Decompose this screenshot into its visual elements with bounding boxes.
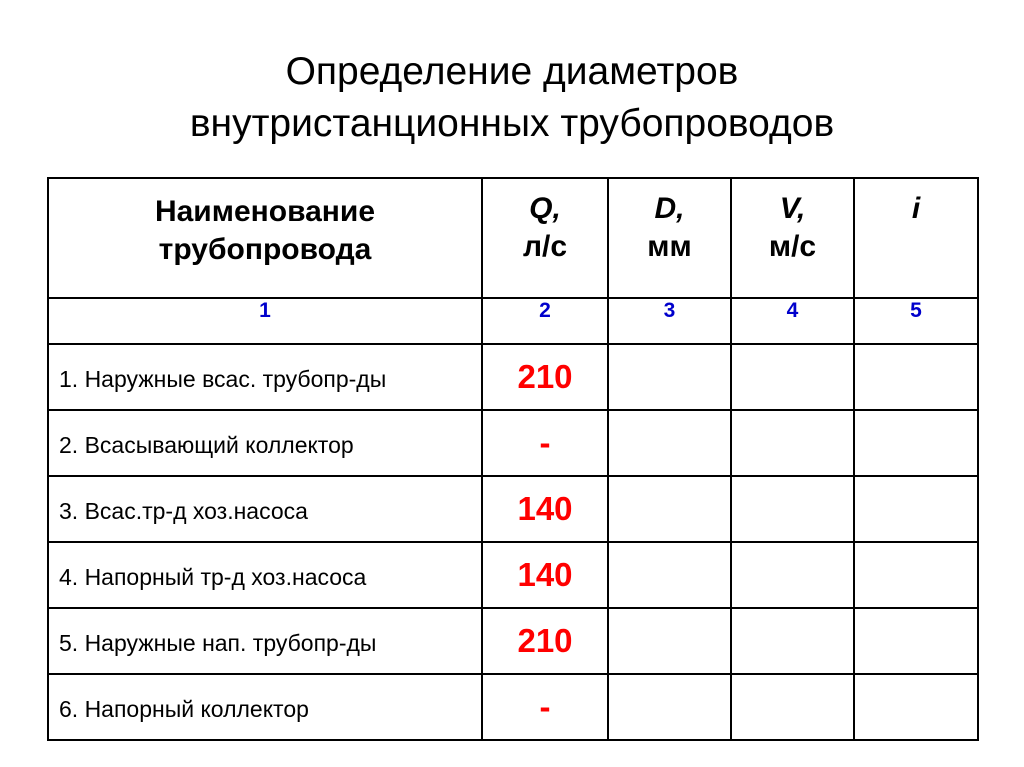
header-flow: [482, 178, 608, 298]
pipe-name-cell: 4. Напорный тр-д хоз.насоса: [48, 542, 482, 608]
table-row: [48, 344, 978, 410]
table-row: [48, 410, 978, 476]
flow-value-cell: 210: [482, 608, 608, 674]
header-diameter-symbol: D,: [654, 192, 685, 225]
velocity-cell: [731, 674, 854, 740]
header-velocity-symbol: V,: [779, 192, 806, 225]
slide-title-line-1: Определение диаметров: [285, 50, 739, 93]
velocity-cell: [731, 476, 854, 542]
flow-value-cell: 210: [482, 344, 608, 410]
slope-cell: [854, 608, 978, 674]
pipe-diameter-table: [47, 177, 979, 741]
flow-value-cell: -: [482, 410, 608, 476]
header-flow-unit: л/с: [522, 230, 568, 263]
slope-cell: [854, 476, 978, 542]
diameter-cell: [608, 344, 731, 410]
column-number-3: 3: [608, 298, 731, 344]
table-row: [48, 674, 978, 740]
header-diameter-unit: мм: [647, 230, 692, 263]
diameter-cell: [608, 476, 731, 542]
pipe-name-cell: 2. Всасывающий коллектор: [48, 410, 482, 476]
velocity-cell: [731, 608, 854, 674]
velocity-cell: [731, 344, 854, 410]
flow-value-cell: 140: [482, 476, 608, 542]
column-number-row: [48, 298, 978, 344]
diameter-cell: [608, 410, 731, 476]
header-velocity: [731, 178, 854, 298]
diameter-cell: [608, 542, 731, 608]
header-slope-symbol: i: [911, 192, 921, 225]
slope-cell: [854, 542, 978, 608]
flow-value-cell: -: [482, 674, 608, 740]
column-number-4: 4: [731, 298, 854, 344]
header-pipe-name-line-1: Наименование: [154, 195, 376, 228]
slope-cell: [854, 674, 978, 740]
column-number-1: 1: [48, 298, 482, 344]
header-slope: [854, 178, 978, 298]
pipe-name-cell: 1. Наружные всас. трубопр-ды: [48, 344, 482, 410]
header-flow-symbol: Q,: [529, 192, 561, 225]
column-number-2: 2: [482, 298, 608, 344]
header-velocity-unit: м/с: [768, 230, 817, 263]
slide-title: [0, 46, 1024, 150]
flow-value-cell: 140: [482, 542, 608, 608]
diameter-cell: [608, 674, 731, 740]
pipe-name-cell: 6. Напорный коллектор: [48, 674, 482, 740]
pipe-name-cell: 5. Наружные нап. трубопр-ды: [48, 608, 482, 674]
header-row: [48, 178, 978, 298]
header-pipe-name-line-2: трубопровода: [158, 233, 372, 266]
table-row: [48, 542, 978, 608]
slope-cell: [854, 344, 978, 410]
pipe-name-cell: 3. Всас.тр-д хоз.насоса: [48, 476, 482, 542]
diameter-cell: [608, 608, 731, 674]
header-diameter: [608, 178, 731, 298]
velocity-cell: [731, 542, 854, 608]
header-pipe-name: [48, 178, 482, 298]
velocity-cell: [731, 410, 854, 476]
table-row: [48, 476, 978, 542]
slope-cell: [854, 410, 978, 476]
table-row: [48, 608, 978, 674]
slide-title-line-2: внутристанционных трубопроводов: [189, 102, 835, 145]
column-number-5: 5: [854, 298, 978, 344]
